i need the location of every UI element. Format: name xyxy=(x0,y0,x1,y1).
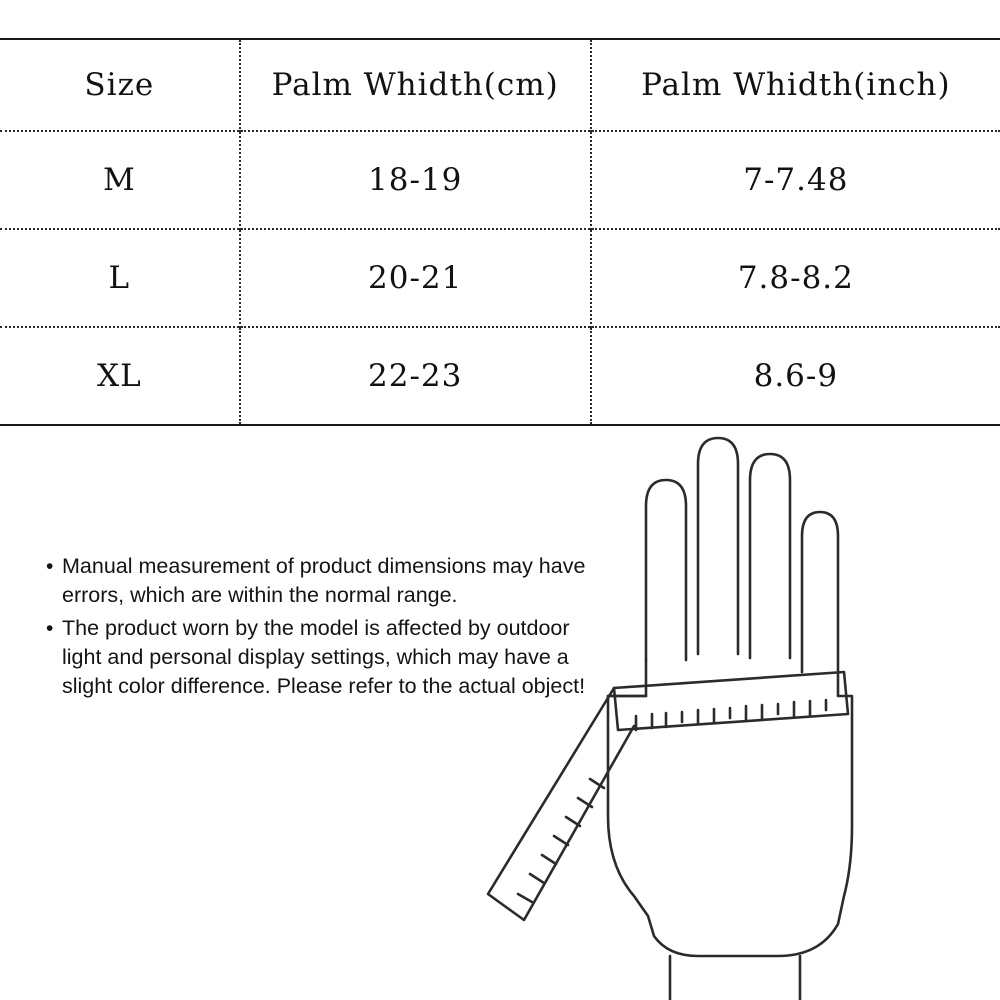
bullet-icon: • xyxy=(46,617,54,640)
column-header-palm-width-cm: Palm Whidth(cm) xyxy=(240,39,591,131)
column-header-palm-width-inch: Palm Whidth(inch) xyxy=(641,67,951,103)
palm-outline xyxy=(608,660,852,956)
finger-middle-icon xyxy=(698,438,738,654)
cell-size: L xyxy=(0,229,240,327)
cell-palm-width-inch: 7.8-8.2 xyxy=(737,260,854,296)
measuring-tape-band xyxy=(614,672,848,730)
cell-palm-width-inch: 8.6-9 xyxy=(753,358,839,394)
cell-palm-width-cm: 18-19 xyxy=(240,131,591,229)
cell-palm-width-cm: 20-21 xyxy=(240,229,591,327)
cell-palm-width-inch: 7-7.48 xyxy=(743,162,849,198)
cell-palm-width-cm: 22-23 xyxy=(240,327,591,425)
finger-index-icon xyxy=(646,480,686,660)
column-header-size: Size xyxy=(0,39,240,131)
table-row xyxy=(0,229,1000,327)
note-text: The product worn by the model is affected by outdoor light and personal display settings, which may have a slight color difference. Please refer to the actual object! xyxy=(62,616,586,698)
table-header-row xyxy=(0,39,1000,131)
size-chart-table xyxy=(0,38,1000,426)
bullet-icon: • xyxy=(46,555,54,578)
table-row xyxy=(0,131,1000,229)
tape-ticks-lower xyxy=(518,779,604,902)
measuring-tape-tail xyxy=(488,688,634,920)
cell-size: XL xyxy=(0,327,240,425)
finger-little-icon xyxy=(802,512,838,672)
cell-size: M xyxy=(0,131,240,229)
finger-ring-icon xyxy=(750,454,790,658)
hand-measurement-illustration xyxy=(448,396,1000,1000)
note-text: Manual measurement of product dimensions may have errors, which are within the normal range. xyxy=(62,554,586,607)
